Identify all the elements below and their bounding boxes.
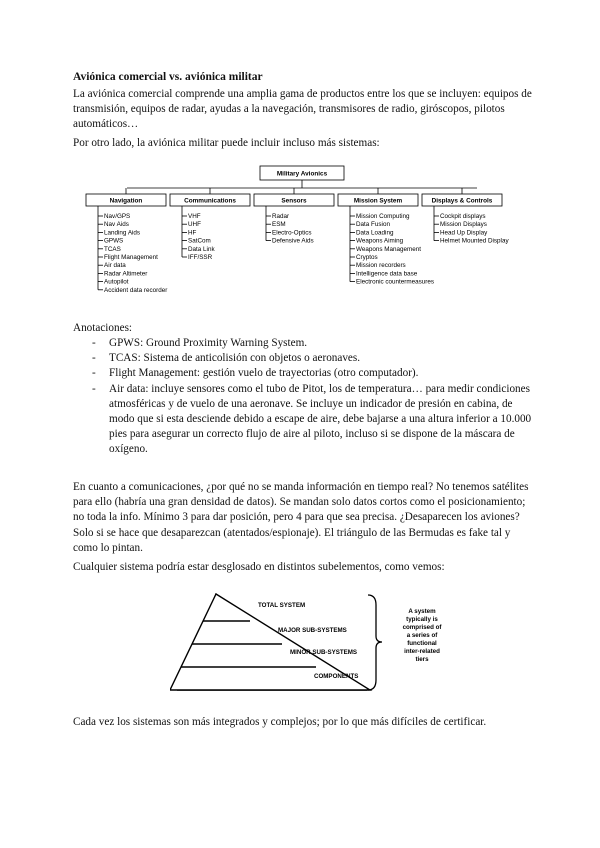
category-item: Nav/GPS — [104, 213, 131, 220]
category-item: Flight Management — [104, 254, 158, 261]
category-item: Mission Displays — [440, 221, 487, 229]
pyramid-note-line: tiers — [415, 656, 429, 663]
category-title: Sensors — [281, 197, 307, 205]
section-heading: Aviónica comercial vs. aviónica militar — [73, 71, 263, 83]
system-hierarchy-pyramid — [170, 590, 470, 700]
pyramid-note-line: comprised of — [402, 624, 442, 631]
category-item: TCAS — [104, 245, 121, 253]
annotation-item: - GPWS: Ground Proximity Warning System. — [92, 336, 537, 351]
category-item: VHF — [188, 213, 201, 220]
category-item: Data Loading — [356, 229, 394, 237]
category-item: Electro-Optics — [272, 229, 312, 237]
category-item: Radar Altimeter — [104, 270, 148, 278]
pyramid-note-line: A system — [408, 608, 436, 615]
category-item: GPWS — [104, 237, 124, 245]
category-item: Weapons Aiming — [356, 237, 404, 245]
closing-paragraph: Cada vez los sistemas son más integrados y complejos; por lo que más difíciles de certificar. — [73, 716, 487, 728]
pyramid-level-total: TOTAL SYSTEM — [258, 602, 306, 609]
pyramid-note-line: inter-related — [404, 648, 440, 655]
category-item: Intelligence data base — [356, 270, 418, 278]
category-item: Electronic countermeasures — [356, 278, 435, 286]
category-item: IFF/SSR — [188, 254, 213, 261]
category-item: ESM — [272, 221, 286, 229]
pyramid-note-line: typically is — [406, 616, 438, 623]
category-item: Landing Aids — [104, 229, 141, 237]
pyramid-note-line: a series of — [406, 632, 438, 639]
category-item: Mission Computing — [356, 213, 410, 220]
diagram-categories — [86, 188, 509, 294]
category-title: Communications — [184, 197, 236, 205]
category-item: Autopilot — [104, 278, 129, 286]
pyramid-note-line: functional — [407, 640, 437, 647]
category-title: Displays & Controls — [431, 197, 493, 205]
category-item: Data Link — [188, 245, 215, 253]
annotation-item: - TCAS: Sistema de anticolisión con objetos o aeronaves. — [92, 351, 537, 366]
annotations-title: Anotaciones: — [73, 322, 133, 334]
annotation-item: - Air data: incluye sensores como el tubo de Pitot, los de temperatura… para medir condiciones atmosféricas y de vuelo de una aeronave. Se incluye un indicador de presión en cabina, de modo que si esta desciende debido a escape de aire, debe bajarse a una altura inferior a 10.000 pies para asegurar un correcto flujo de aire al piloto, incluso si se dispone de la máscara de oxígeno. — [92, 382, 537, 458]
category-item: Cryptos — [356, 254, 378, 261]
pyramid-brace — [368, 595, 382, 690]
category-item: Air data — [104, 262, 126, 270]
category-item: Accident data recorder — [104, 286, 168, 294]
military-intro-paragraph: Por otro lado, la aviónica militar puede incluir incluso más sistemas: — [73, 137, 380, 149]
annotation-item: - Flight Management: gestión vuelo de trayectorias (otro computador). — [92, 366, 537, 381]
category-item: Head Up Display — [440, 229, 488, 237]
category-item: Helmet Mounted Display — [440, 237, 509, 245]
pyramid-note — [403, 608, 443, 663]
category-item: Nav Aids — [104, 221, 129, 229]
category-item: Radar — [272, 213, 290, 220]
communications-paragraph: En cuanto a comunicaciones, ¿por qué no se manda información en tiempo real? No tenemos satélites para ello (habría una gran densidad de datos). Se mandan solo datos cortos como el posicionamiento; no toda la info. Mínimo 3 para dar posición, pero 4 para que sea precisa. ¿Desaparecen los aviones? Solo si se hace que desaparezcan (atentados/espionaje). El triángulo de las Bermudas es fake tal y como lo pintan. — [73, 481, 529, 554]
category-title: Mission System — [353, 197, 403, 205]
military-avionics-diagram — [80, 163, 530, 323]
category-item: UHF — [188, 221, 201, 229]
category-title: Navigation — [109, 197, 143, 205]
annotations-list — [92, 336, 537, 458]
pyramid-level-major: MAJOR SUB-SYSTEMS — [278, 627, 347, 634]
category-item: Defensive Aids — [272, 237, 314, 245]
breakdown-paragraph: Cualquier sistema podría estar desglosado en distintos subelementos, como vemos: — [73, 561, 445, 573]
category-item: Weapons Management — [356, 245, 421, 253]
pyramid-level-components: COMPONENTS — [314, 673, 359, 680]
diagram-root-label: Military Avionics — [276, 170, 328, 178]
category-item: Data Fusion — [356, 221, 390, 229]
pyramid-level-minor: MINOR SUB-SYSTEMS — [290, 649, 358, 656]
intro-paragraph: La aviónica comercial comprende una amplia gama de productos entre los que se incluyen: equipos de transmisión, equipos de radar, ayudas a la navegación, transmisores de radio, giróscopos, pilotos automáticos… — [73, 88, 532, 131]
category-item: Mission recorders — [356, 262, 406, 270]
category-item: SatCom — [188, 237, 211, 245]
category-item: HF — [188, 229, 197, 237]
category-item: Cockpit displays — [440, 213, 486, 220]
